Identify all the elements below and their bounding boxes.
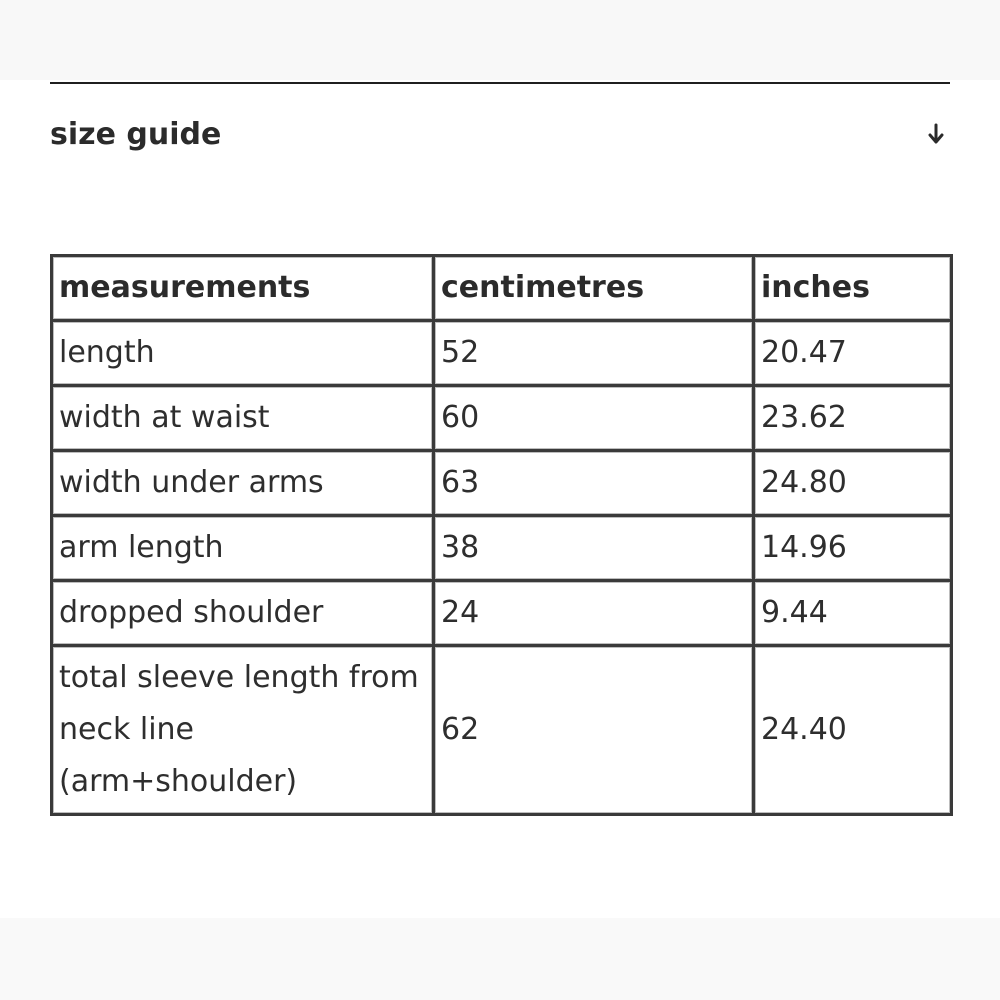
bottom-band (0, 918, 1000, 1000)
table-row (52, 451, 952, 516)
centimetres-value: 52 (434, 321, 754, 386)
measurement-label: dropped shoulder (52, 581, 434, 646)
arrow-down-icon[interactable] (924, 122, 948, 146)
inches-value: 14.96 (754, 516, 952, 581)
measurement-label: arm length (52, 516, 434, 581)
inches-value: 23.62 (754, 386, 952, 451)
table-row (52, 581, 952, 646)
measurement-label: width at waist (52, 386, 434, 451)
top-band (0, 0, 1000, 80)
header-inches: inches (754, 256, 952, 321)
table-row (52, 386, 952, 451)
centimetres-value: 63 (434, 451, 754, 516)
table-row (52, 516, 952, 581)
size-guide-table (50, 254, 953, 816)
centimetres-value: 24 (434, 581, 754, 646)
header-centimetres: centimetres (434, 256, 754, 321)
inches-value: 24.80 (754, 451, 952, 516)
table-row (52, 646, 952, 815)
table-header-row (52, 256, 952, 321)
size-guide-toggle[interactable] (50, 106, 950, 162)
inches-value: 24.40 (754, 646, 952, 815)
header-measurements: measurements (52, 256, 434, 321)
size-guide-title: size guide (50, 116, 222, 152)
measurement-label: total sleeve length from neck line (arm+shoulder) (52, 646, 434, 815)
measurement-label: length (52, 321, 434, 386)
section-divider (50, 82, 950, 84)
centimetres-value: 38 (434, 516, 754, 581)
inches-value: 20.47 (754, 321, 952, 386)
centimetres-value: 60 (434, 386, 754, 451)
measurement-label: width under arms (52, 451, 434, 516)
centimetres-value: 62 (434, 646, 754, 815)
inches-value: 9.44 (754, 581, 952, 646)
table-row (52, 321, 952, 386)
